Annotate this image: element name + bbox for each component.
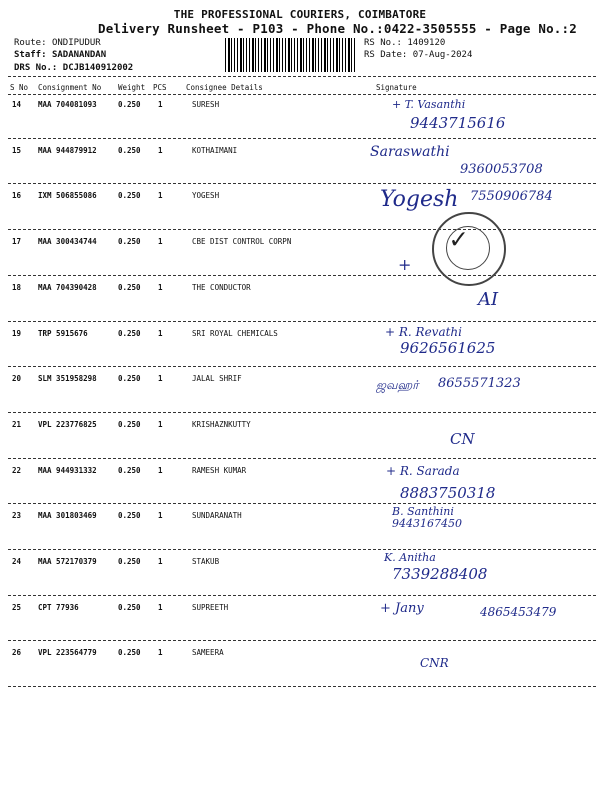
row-sno: 26: [12, 648, 22, 658]
row-consignment: MAA 572170379: [38, 557, 97, 566]
signature-text: 9443167450: [392, 517, 462, 531]
signature-text: + Jany: [380, 600, 424, 616]
row-divider: [8, 366, 596, 367]
staff-row: [14, 50, 106, 60]
row-sno: 25: [12, 602, 22, 612]
signature-text: 8883750318: [400, 483, 496, 502]
signature-text: + R. Revathi: [385, 324, 462, 339]
row-pcs: 1: [158, 191, 163, 201]
row-pcs: 1: [158, 465, 163, 475]
signature-text: + R. Sarada: [386, 463, 460, 478]
row-sno: 24: [12, 557, 22, 566]
row-divider: [8, 321, 596, 322]
signature-text: K. Anitha: [384, 551, 436, 564]
row-consignment: MAA 944931332: [38, 465, 97, 475]
row-consignee: SURESH: [192, 100, 220, 109]
signature-text: ஜவஹர்: [376, 378, 419, 393]
row-divider: [8, 686, 596, 687]
row-consignment: MAA 301803469: [38, 511, 97, 521]
row-divider: [8, 412, 596, 413]
signature-text: AI: [478, 288, 499, 310]
row-consignment: MAA 704390428: [38, 282, 97, 292]
route-value: ONDIPUDUR: [51, 38, 101, 48]
row-consignment: MAA 300434744: [38, 237, 97, 247]
row-consignee: KRISHAZNKUTTY: [192, 419, 251, 429]
signature-text: 8655571323: [438, 376, 521, 392]
signature-text: 9443715616: [410, 114, 506, 132]
row-consignment: VPL 223564779: [38, 648, 97, 658]
row-consignee: SUNDARANATH: [192, 511, 242, 521]
row-consignment: IXM 506855086: [38, 191, 97, 201]
staff-label: Staff:: [14, 50, 47, 60]
row-pcs: 1: [158, 648, 163, 658]
drs-value: DCJB140912002: [62, 63, 134, 73]
row-consignee: YOGESH: [192, 191, 220, 201]
route-row: [14, 38, 101, 48]
col-pcs: PCS: [153, 83, 167, 92]
row-consignment: CPT 77936: [38, 602, 79, 612]
row-weight: 0.250: [118, 237, 141, 247]
rs-no-value: 1409120: [407, 38, 446, 48]
row-consignee: SRI ROYAL CHEMICALS: [192, 328, 278, 338]
drs-label: DRS No.:: [14, 63, 58, 73]
col-consignment: Consignment No: [38, 83, 102, 92]
row-consignment: MAA 704081093: [38, 100, 97, 109]
row-pcs: 1: [158, 602, 163, 612]
drs-row: [14, 63, 133, 73]
row-pcs: 1: [158, 511, 163, 521]
row-weight: 0.250: [118, 191, 141, 201]
signature-text: 7339288408: [392, 565, 488, 583]
row-pcs: 1: [158, 282, 163, 292]
row-pcs: 1: [158, 557, 163, 566]
row-sno: 21: [12, 419, 22, 429]
staff-value: SADANANDAN: [51, 50, 107, 60]
row-pcs: 1: [158, 419, 163, 429]
row-consignee: SUPREETH: [192, 602, 229, 612]
row-weight: 0.250: [118, 648, 141, 658]
row-sno: 16: [12, 191, 22, 201]
row-sno: 20: [12, 374, 22, 384]
rs-date-value: 07-Aug-2024: [412, 50, 473, 60]
row-consignee: CBE DIST CONTROL CORPN: [192, 237, 292, 247]
row-divider: [8, 595, 596, 596]
row-weight: 0.250: [118, 145, 141, 155]
row-pcs: 1: [158, 145, 163, 155]
row-consignment: SLM 351958298: [38, 374, 97, 384]
row-divider: [8, 503, 596, 504]
header-rule-top: [8, 76, 596, 77]
col-signature: Signature: [376, 83, 417, 92]
row-consignee: JALAL SHRIF: [192, 374, 242, 384]
rs-date-label: RS Date:: [364, 50, 408, 60]
signature-text: CN: [450, 429, 475, 448]
signature-text: CNR: [420, 656, 449, 671]
row-divider: [8, 138, 596, 139]
row-weight: 0.250: [118, 374, 141, 384]
signature-text: +: [398, 255, 412, 275]
row-pcs: 1: [158, 328, 163, 338]
row-sno: 22: [12, 465, 22, 475]
row-weight: 0.250: [118, 557, 141, 566]
runsheet-title: Delivery Runsheet - P103 - Phone No.:0422-3505555 - Page No.:2: [98, 21, 577, 36]
rs-no-label: RS No.:: [364, 38, 402, 48]
row-divider: [8, 229, 596, 230]
row-consignment: VPL 223776825: [38, 419, 97, 429]
row-sno: 17: [12, 237, 22, 247]
row-weight: 0.250: [118, 465, 141, 475]
col-sno: S No: [10, 83, 29, 92]
row-divider: [8, 458, 596, 459]
signature-text: Saraswathi: [370, 143, 450, 160]
stamp-tick-icon: ✓: [450, 222, 467, 255]
row-weight: 0.250: [118, 511, 141, 521]
row-weight: 0.250: [118, 282, 141, 292]
signature-text: B. Santhini: [392, 505, 454, 519]
row-pcs: 1: [158, 374, 163, 384]
row-sno: 18: [12, 282, 22, 292]
row-consignee: RAMESH KUMAR: [192, 465, 247, 475]
row-consignment: MAA 944879912: [38, 145, 97, 155]
row-pcs: 1: [158, 237, 163, 247]
rs-no-row: [364, 38, 445, 48]
row-divider: [8, 183, 596, 184]
row-divider: [8, 640, 596, 641]
row-consignment: TRP 5915676: [38, 328, 88, 338]
col-consignee: Consignee Details: [186, 83, 263, 92]
route-label: Route:: [14, 38, 47, 48]
row-weight: 0.250: [118, 100, 141, 109]
row-sno: 19: [12, 328, 22, 338]
row-sno: 14: [12, 100, 22, 109]
row-consignee: THE CONDUCTOR: [192, 282, 251, 292]
row-consignee: STAKUB: [192, 557, 220, 566]
header-rule-bottom: [8, 94, 596, 95]
signature-text: Yogesh: [380, 187, 459, 213]
signature-text: 4865453479: [480, 604, 557, 619]
signature-text: 9360053708: [460, 161, 543, 177]
row-consignee: KOTHAIMANI: [192, 145, 238, 155]
row-consignee: SAMEERA: [192, 648, 224, 658]
barcode-icon: [225, 38, 357, 72]
signature-text: 9626561625: [400, 338, 496, 357]
row-sno: 23: [12, 511, 22, 521]
row-weight: 0.250: [118, 328, 141, 338]
row-sno: 15: [12, 145, 22, 155]
row-weight: 0.250: [118, 602, 141, 612]
row-weight: 0.250: [118, 419, 141, 429]
company-title: THE PROFESSIONAL COURIERS, COIMBATORE: [173, 8, 427, 21]
row-divider: [8, 549, 596, 550]
col-weight: Weight: [118, 83, 146, 92]
row-pcs: 1: [158, 100, 163, 109]
signature-text: + T. Vasanthi: [392, 98, 466, 111]
rs-date-row: [364, 50, 472, 60]
signature-text: 7550906784: [470, 189, 553, 205]
row-divider: [8, 275, 596, 276]
